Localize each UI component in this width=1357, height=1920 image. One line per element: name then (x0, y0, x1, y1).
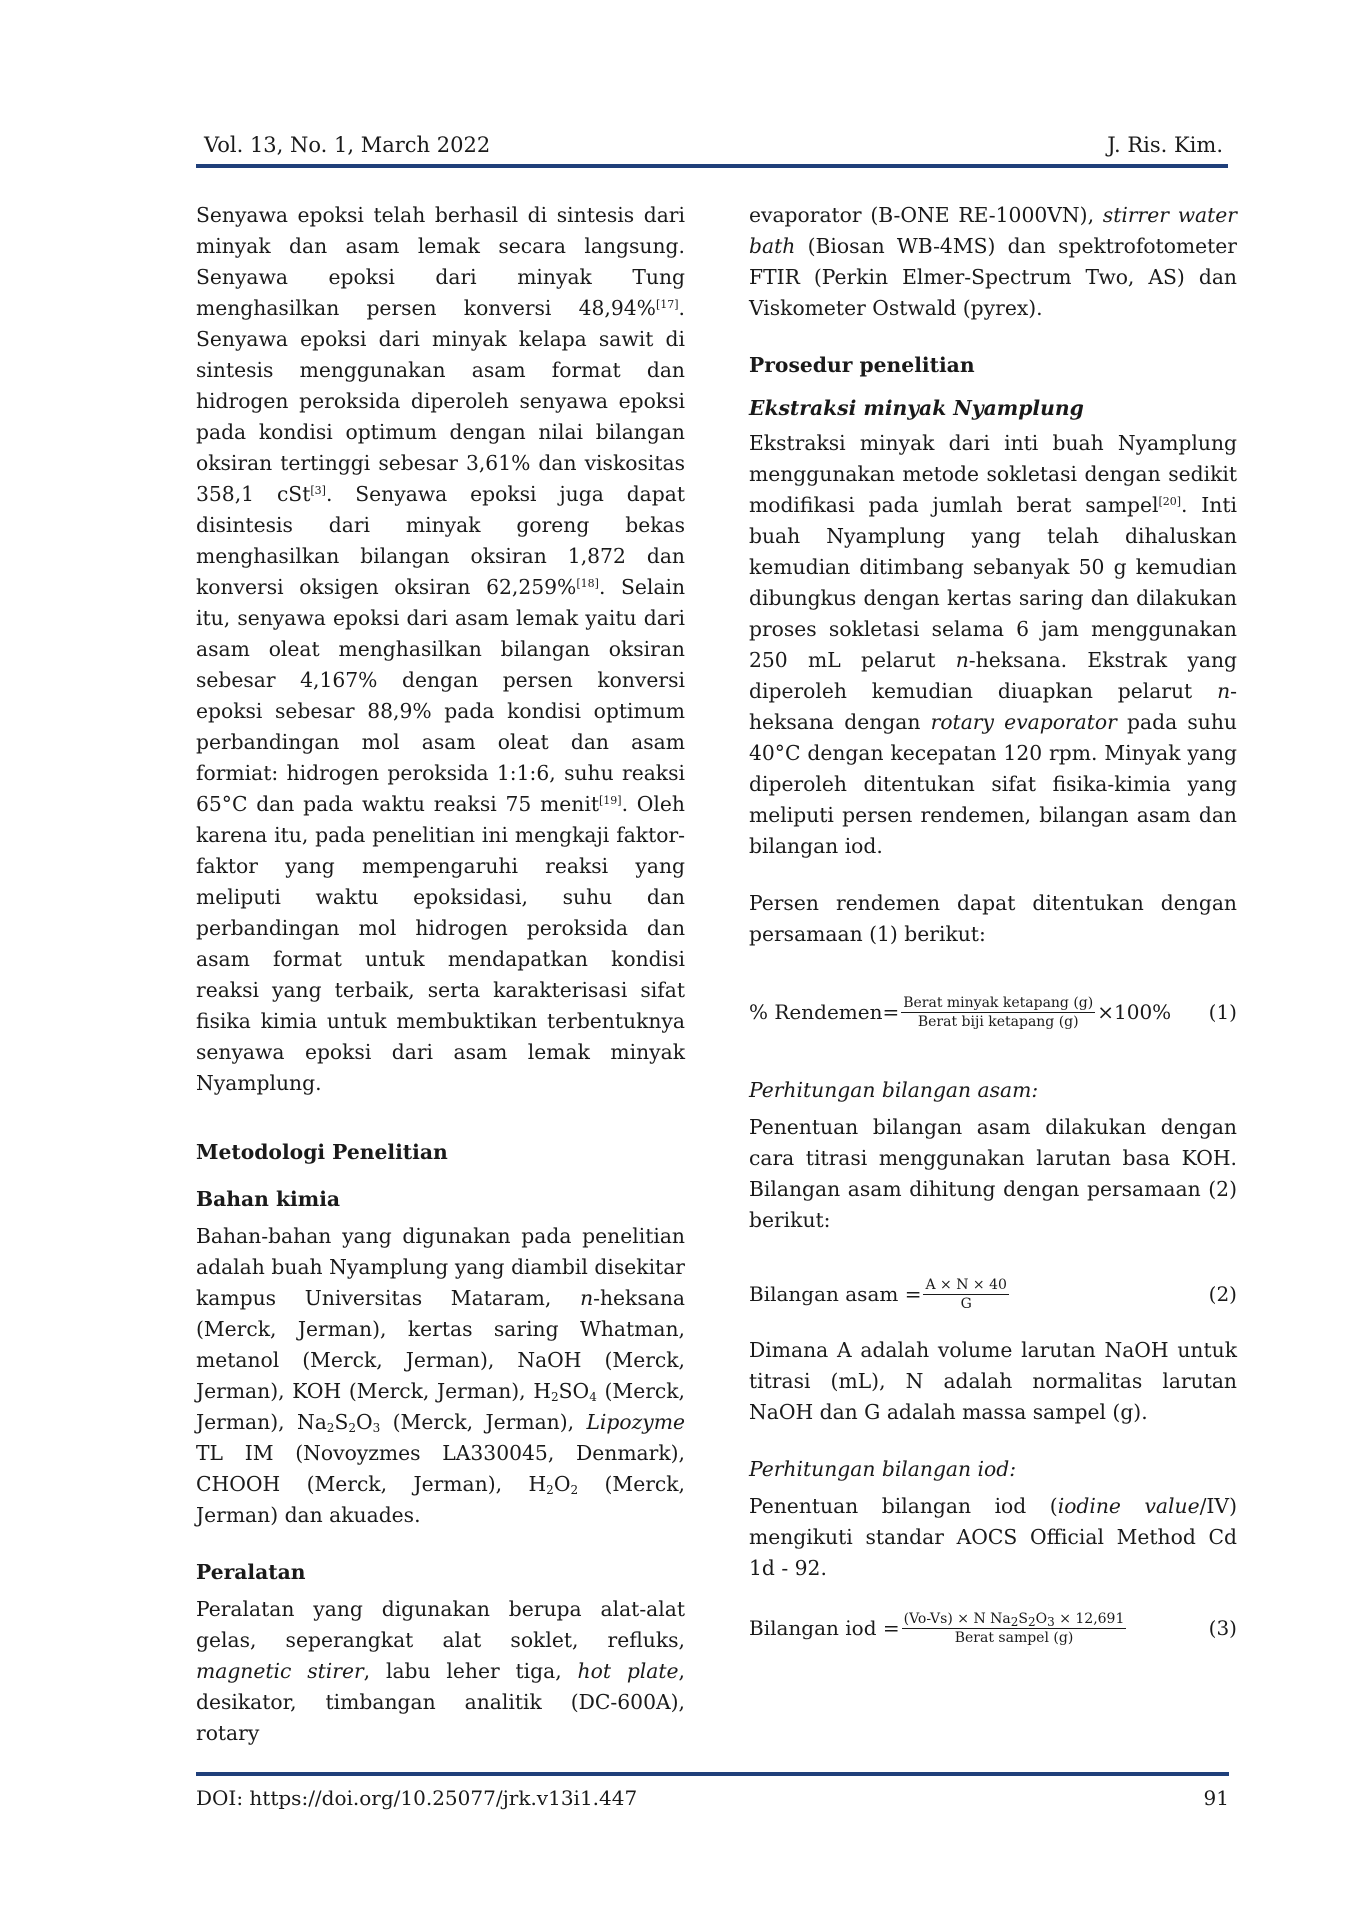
fraction-denominator: Berat biji ketapang (g) (917, 1014, 1079, 1030)
acid-value-paragraph: Penentuan bilangan asam dilakukan dengan cara titrasi menggunakan larutan basa KOH. Bilangan asam dihitung dengan persamaan (2) berikut: (749, 1115, 1237, 1232)
equation-number: (1) (1208, 1000, 1237, 1024)
equation-number: (3) (1208, 1616, 1237, 1640)
equipment-paragraph-continued: evaporator (B-ONE RE-1000VN), stirrer water bath (Biosan WB-4MS) dan spektrofotometer FTIR (Perkin Elmer-Spectrum Two, AS) dan Viskometer Ostwald (pyrex). (749, 203, 1237, 320)
iodine-value-paragraph: Penentuan bilangan iod (iodine value/IV) mengikuti standar AOCS Official Method Cd 1d - 92. (749, 1494, 1237, 1580)
equation-lhs: Bilangan asam = (749, 1282, 922, 1306)
yield-intro-paragraph: Persen rendemen dapat ditentukan dengan persamaan (1) berikut: (749, 891, 1237, 946)
equation-yield (749, 994, 1237, 1031)
fraction-denominator: G (960, 1296, 972, 1312)
footer-rule (196, 1772, 1229, 1776)
running-header (204, 133, 1223, 157)
materials-paragraph: Bahan-bahan yang digunakan pada penelitian adalah buah Nyamplung yang diambil disekitar kampus Universitas Mataram, n-heksana (Merck, Jerman), kertas saring Whatman, metanol (Merck, Jerman), NaOH (Merck, Jerman), KOH (Merck, Jerman), $H_2SO_4$ (Merck, Jerman), $Na_2S_2O_3$ (Merck, Jerman), Lipozyme TL IM (Novoyzmes LA330045, Denmark), CHOOH (Merck, Jerman), $H_2O_2$ (Merck, Jerman) dan akuades. (196, 1224, 685, 1527)
fraction-denominator: Berat sampel (g) (954, 1630, 1074, 1646)
subsection-heading-materials: Bahan kimia (196, 1187, 341, 1211)
header-rule (196, 164, 1228, 168)
intro-paragraph: Senyawa epoksi telah berhasil di sintesis dari minyak dan asam lemak secara langsung. Senyawa epoksi dari minyak Tung menghasilkan persen konversi 48,94%[17]. Senyawa epoksi dari minyak kelapa sawit di sintesis menggunakan asam format dan hidrogen peroksida diperoleh senyawa epoksi pada kondisi optimum dengan nilai bilangan oksiran tertinggi sebesar 3,61% dan viskositas 358,1 cSt[3]. Senyawa epoksi juga dapat disintesis dari minyak goreng bekas menghasilkan bilangan oksiran 1,872 dan konversi oksigen oksiran 62,259%[18]. Selain itu, senyawa epoksi dari asam lemak yaitu dari asam oleat menghasilkan bilangan oksiran sebesar 4,167% dengan persen konversi epoksi sebesar 88,9% pada kondisi optimum perbandingan mol asam oleat dan asam formiat: hidrogen peroksida 1:1:6, suhu reaksi 65°C dan pada waktu reaksi 75 menit[19]. Oleh karena itu, pada penelitian ini mengkaji faktor-faktor yang mempengaruhi reaksi yang meliputi waktu epoksidasi, suhu dan perbandingan mol hidrogen peroksida dan asam format untuk mendapatkan kondisi reaksi yang terbaik, serta karakterisasi sifat fisika kimia untuk membuktikan terbentuknya senyawa epoksi dari asam lemak minyak Nyamplung. (196, 203, 686, 1095)
variables-definition-paragraph: Dimana A adalah volume larutan NaOH untuk titrasi (mL), N adalah normalitas larutan NaOH dan G adalah massa sampel (g). (749, 1338, 1237, 1424)
equation-fraction (923, 1276, 1008, 1313)
page-number: 91 (1203, 1786, 1229, 1810)
journal-info: Vol. 13, No. 1, March 2022 (204, 133, 491, 157)
equation-acid-value (749, 1276, 1237, 1313)
equipment-paragraph: Peralatan yang digunakan berupa alat-alat gelas, seperangkat alat soklet, refluks, magnetic stirer, labu leher tiga, hot plate, desikator, timbangan analitik (DC-600A), rotary (196, 1597, 685, 1745)
fraction-numerator: A × N × 40 (925, 1277, 1007, 1293)
subsection-heading-procedure: Prosedur penelitian (749, 353, 975, 377)
extraction-paragraph: Ekstraksi minyak dari inti buah Nyamplung menggunakan metode sokletasi dengan sedikit modifikasi pada jumlah berat sampel[20]. Inti buah Nyamplung yang telah dihaluskan kemudian ditimbang sebanyak 50 g kemudian dibungkus dengan kertas saring dan dilakukan proses sokletasi selama 6 jam menggunakan 250 mL pelarut n-heksana. Ekstrak yang diperoleh kemudian diuapkan pelarut n-heksana dengan rotary evaporator pada suhu 40°C dengan kecepatan 120 rpm. Minyak yang diperoleh ditentukan sifat fisika-kimia yang meliputi persen rendemen, bilangan asam dan bilangan iod. (749, 431, 1237, 858)
equation-iodine-value (749, 1610, 1237, 1647)
equation-lhs: Bilangan iod = (749, 1616, 900, 1640)
subsection-heading-acid-value: Perhitungan bilangan asam: (749, 1078, 1039, 1102)
citation[interactable]: [18] (576, 577, 599, 590)
doi-link[interactable]: DOI: https://doi.org/10.25077/jrk.v13i1.447 (196, 1786, 638, 1810)
equation-number: (2) (1208, 1282, 1237, 1306)
fraction-numerator: (Vo-Vs) × N $Na_2S_2O_3 \times 12,691$ (903, 1611, 1125, 1629)
citation[interactable]: [17] (655, 298, 679, 311)
fraction-numerator: Berat minyak ketapang (g) (903, 995, 1094, 1011)
subsection-heading-iodine-value: Perhitungan bilangan iod: (749, 1457, 1017, 1481)
citation[interactable]: [20] (1158, 495, 1182, 508)
equation-fraction (902, 1610, 1127, 1647)
page-footer (196, 1786, 1229, 1810)
equation-lhs: % Rendemen= (749, 1000, 900, 1024)
citation[interactable]: [3] (310, 484, 326, 497)
equation-rhs: ×100% (1097, 1000, 1172, 1024)
journal-abbrev: J. Ris. Kim. (1107, 133, 1223, 157)
section-heading-methodology: Metodologi Penelitian (196, 1140, 448, 1164)
citation[interactable]: [19] (599, 794, 622, 807)
subsection-heading-extraction: Ekstraksi minyak Nyamplung (749, 396, 1084, 420)
equation-fraction (901, 994, 1095, 1031)
left-column (196, 200, 685, 1749)
right-column (749, 200, 1237, 1647)
subsection-heading-equipment: Peralatan (196, 1560, 306, 1584)
